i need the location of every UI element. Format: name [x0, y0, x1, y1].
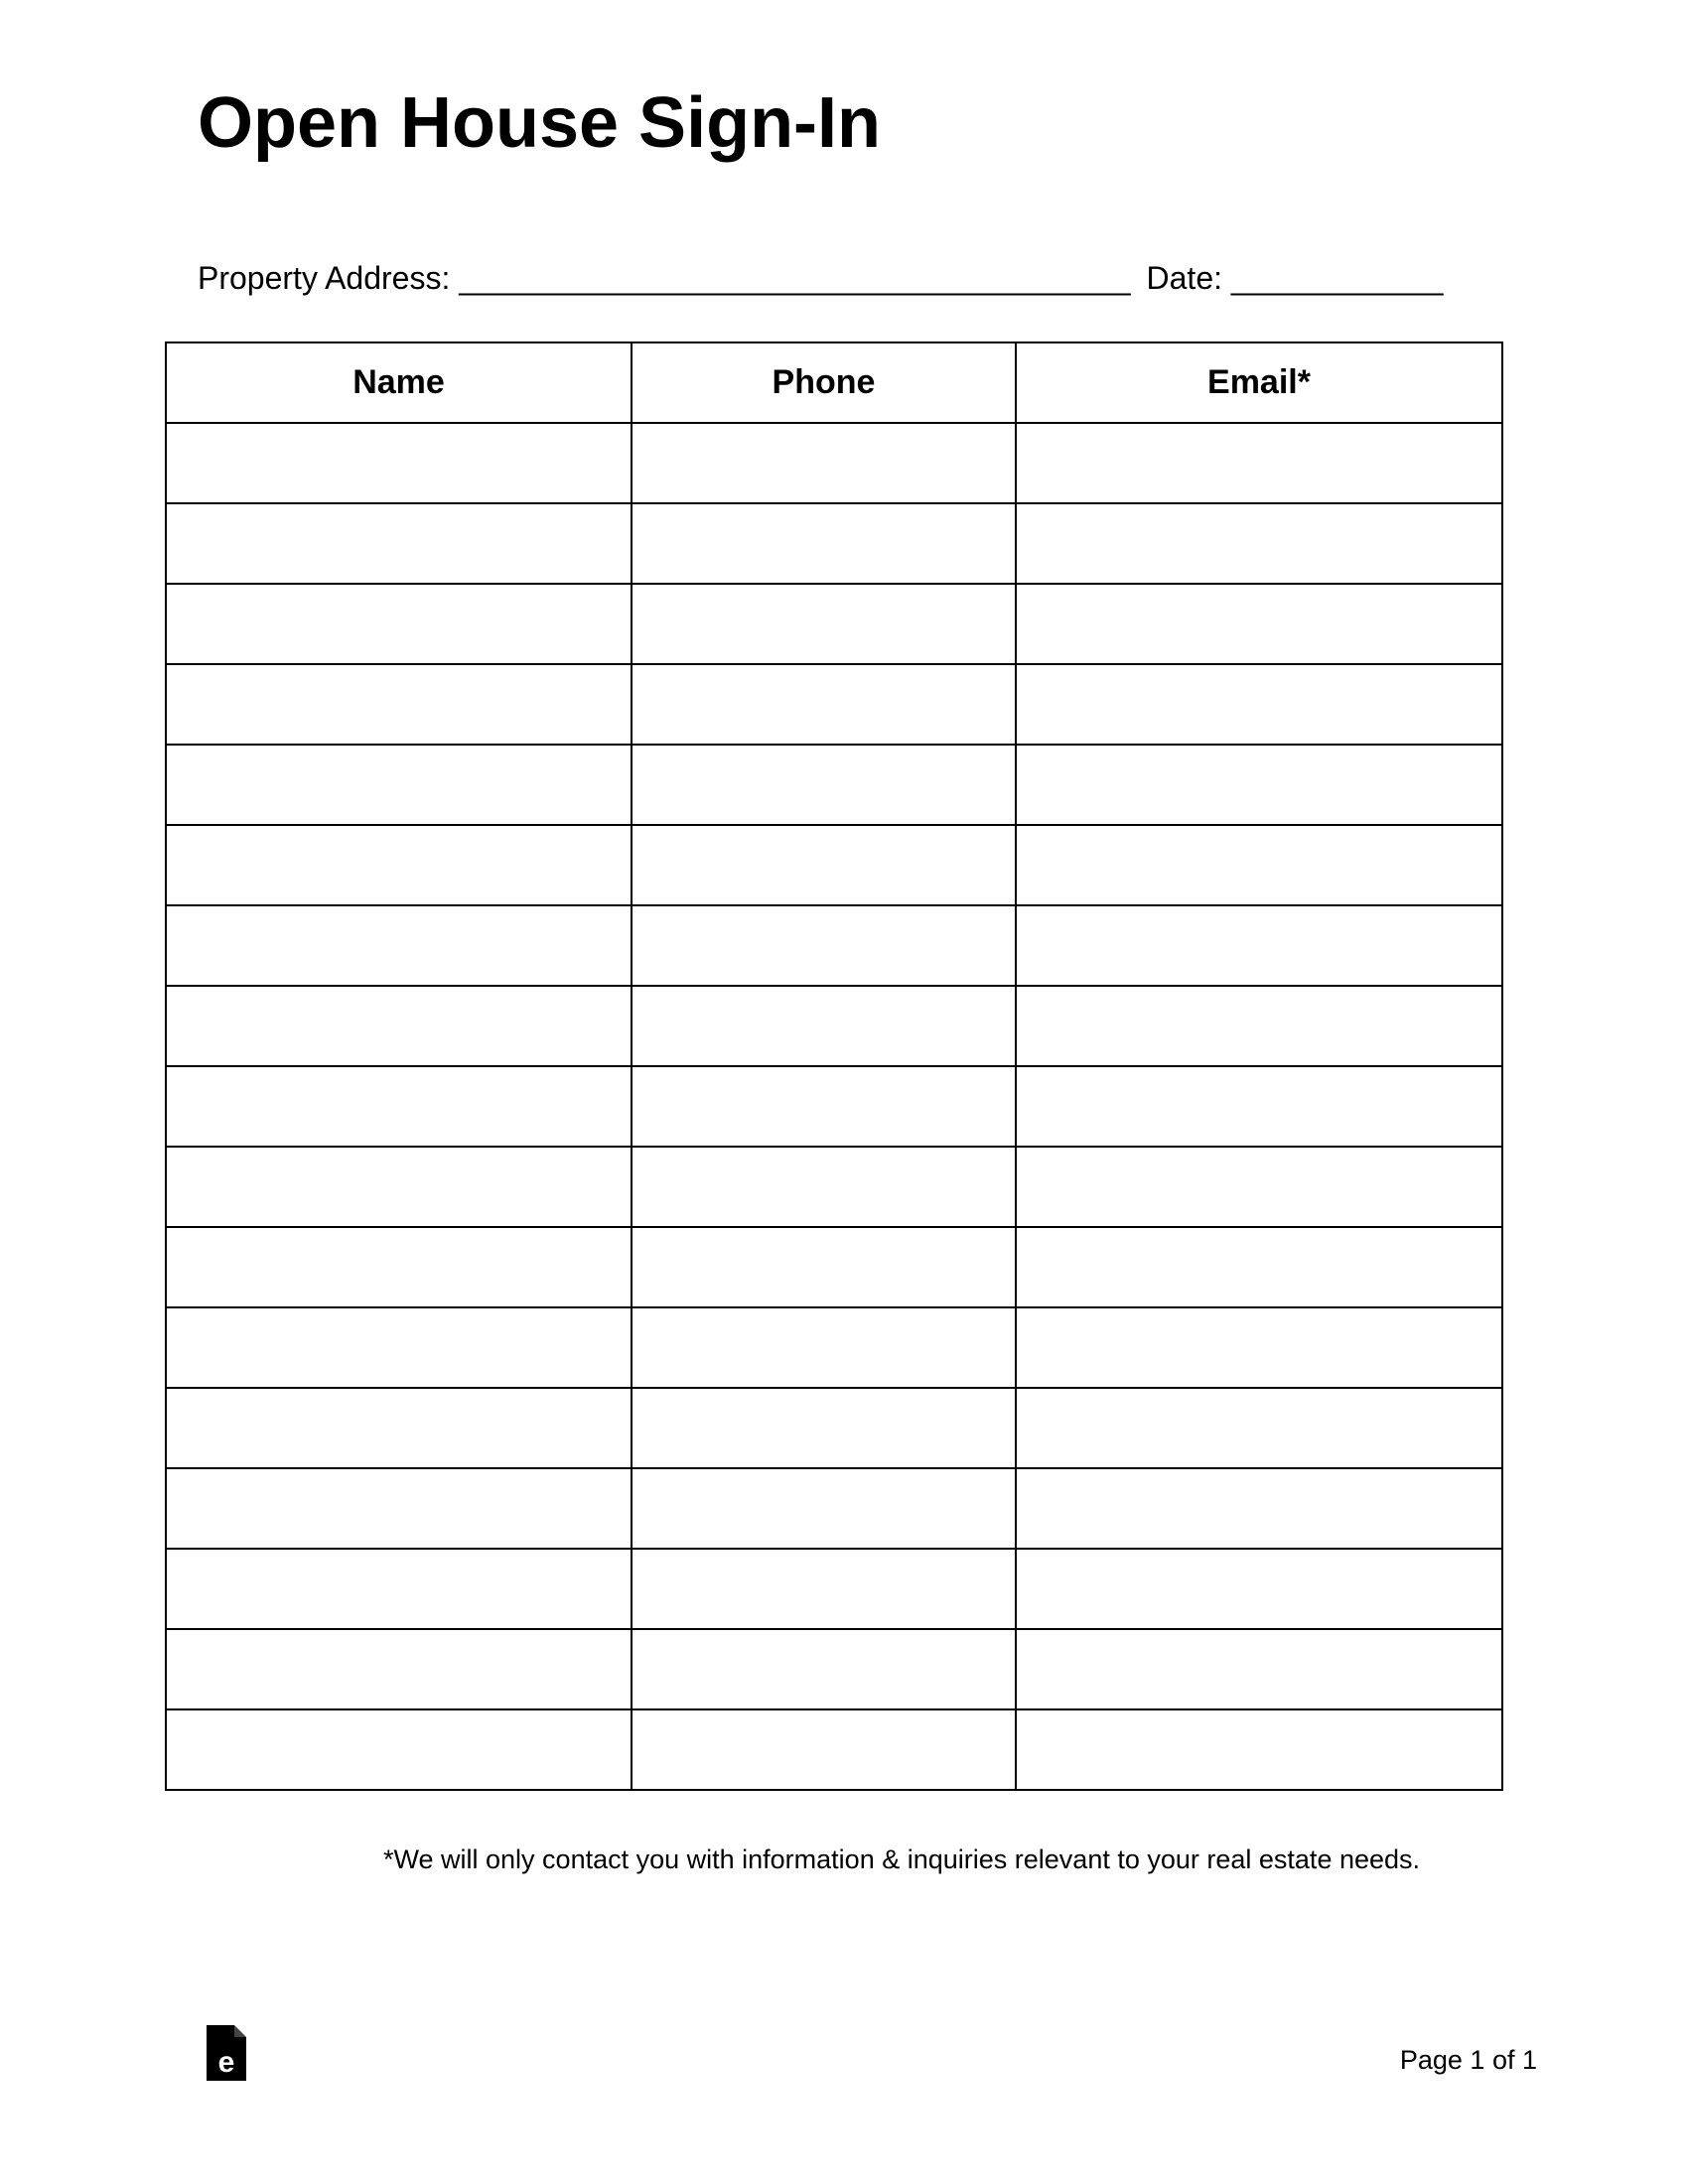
svg-text:e: e	[217, 2046, 235, 2079]
email-cell[interactable]	[1016, 1307, 1502, 1388]
header-fields	[198, 262, 1443, 294]
phone-cell[interactable]	[632, 1066, 1016, 1147]
name-cell[interactable]	[166, 825, 632, 905]
page-title: Open House Sign-In	[198, 83, 882, 163]
table-row	[166, 1227, 1502, 1307]
phone-cell[interactable]	[632, 503, 1016, 584]
table-row	[166, 1709, 1502, 1790]
email-cell[interactable]	[1016, 1468, 1502, 1549]
table-row	[166, 1147, 1502, 1227]
table-row	[166, 825, 1502, 905]
table-header-row	[166, 342, 1502, 423]
column-header-email: Email*	[1016, 342, 1502, 423]
name-cell[interactable]	[166, 1066, 632, 1147]
name-cell[interactable]	[166, 423, 632, 503]
table-row	[166, 1307, 1502, 1388]
email-cell[interactable]	[1016, 1709, 1502, 1790]
name-cell[interactable]	[166, 1227, 632, 1307]
table-row	[166, 1388, 1502, 1468]
email-cell[interactable]	[1016, 584, 1502, 664]
email-cell[interactable]	[1016, 1227, 1502, 1307]
page-number: Page 1 of 1	[1399, 2045, 1537, 2075]
email-cell[interactable]	[1016, 1147, 1502, 1227]
phone-cell[interactable]	[632, 1307, 1016, 1388]
table-row	[166, 1549, 1502, 1629]
email-cell[interactable]	[1016, 1066, 1502, 1147]
table-row	[166, 584, 1502, 664]
email-cell[interactable]	[1016, 1629, 1502, 1709]
sign-in-table	[165, 341, 1503, 1791]
table-row	[166, 503, 1502, 584]
email-cell[interactable]	[1016, 503, 1502, 584]
email-cell[interactable]	[1016, 423, 1502, 503]
email-cell[interactable]	[1016, 986, 1502, 1066]
table-row	[166, 745, 1502, 825]
email-cell[interactable]	[1016, 1549, 1502, 1629]
name-cell[interactable]	[166, 503, 632, 584]
date-field[interactable]: Date: ____________	[1146, 260, 1444, 296]
name-cell[interactable]	[166, 1709, 632, 1790]
table-row	[166, 1066, 1502, 1147]
column-header-name: Name	[166, 342, 632, 423]
phone-cell[interactable]	[632, 1549, 1016, 1629]
name-cell[interactable]	[166, 1388, 632, 1468]
name-cell[interactable]	[166, 1147, 632, 1227]
table-body	[166, 423, 1502, 1790]
name-cell[interactable]	[166, 664, 632, 745]
privacy-footnote: *We will only contact you with information & inquiries relevant to your real estate needs.	[383, 1844, 1421, 1874]
phone-cell[interactable]	[632, 1629, 1016, 1709]
phone-cell[interactable]	[632, 1709, 1016, 1790]
email-cell[interactable]	[1016, 664, 1502, 745]
name-cell[interactable]	[166, 905, 632, 986]
email-cell[interactable]	[1016, 745, 1502, 825]
email-cell[interactable]	[1016, 1388, 1502, 1468]
phone-cell[interactable]	[632, 986, 1016, 1066]
name-cell[interactable]	[166, 1307, 632, 1388]
phone-cell[interactable]	[632, 423, 1016, 503]
table-row	[166, 423, 1502, 503]
name-cell[interactable]	[166, 1629, 632, 1709]
email-cell[interactable]	[1016, 905, 1502, 986]
phone-cell[interactable]	[632, 1147, 1016, 1227]
phone-cell[interactable]	[632, 745, 1016, 825]
table-row	[166, 905, 1502, 986]
table-row	[166, 1629, 1502, 1709]
table-row	[166, 986, 1502, 1066]
phone-cell[interactable]	[632, 825, 1016, 905]
name-cell[interactable]	[166, 745, 632, 825]
phone-cell[interactable]	[632, 664, 1016, 745]
name-cell[interactable]	[166, 1549, 632, 1629]
document-e-logo-icon	[207, 2025, 246, 2081]
column-header-phone: Phone	[632, 342, 1016, 423]
name-cell[interactable]	[166, 584, 632, 664]
phone-cell[interactable]	[632, 584, 1016, 664]
name-cell[interactable]	[166, 986, 632, 1066]
phone-cell[interactable]	[632, 1388, 1016, 1468]
sign-in-table-container	[165, 341, 1501, 1791]
name-cell[interactable]	[166, 1468, 632, 1549]
phone-cell[interactable]	[632, 905, 1016, 986]
table-row	[166, 1468, 1502, 1549]
table-row	[166, 664, 1502, 745]
phone-cell[interactable]	[632, 1468, 1016, 1549]
email-cell[interactable]	[1016, 825, 1502, 905]
phone-cell[interactable]	[632, 1227, 1016, 1307]
property-address-field[interactable]: Property Address: ______________________________________	[198, 260, 1131, 296]
